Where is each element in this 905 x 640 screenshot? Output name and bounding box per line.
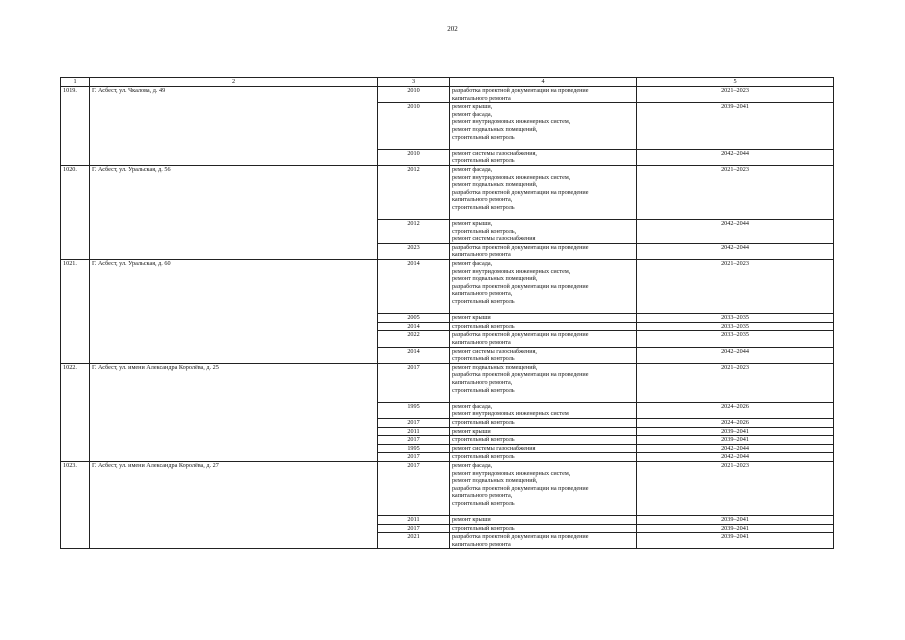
last-repair-year: 2017: [378, 363, 450, 402]
works-list: [450, 314, 637, 323]
last-repair-year: 2014: [378, 322, 450, 331]
work-item: строительный контроль: [452, 386, 515, 394]
work-item: строительный контроль: [452, 436, 515, 444]
planned-period: 2033–2035: [637, 314, 834, 323]
work-item: капитального ремонта,: [452, 196, 513, 204]
planned-period: 2042–2044: [637, 444, 834, 453]
last-repair-year: 2010: [378, 87, 450, 103]
work-item: ремонт внутридомовых инженерных систем,: [452, 173, 571, 181]
work-item: строительный контроль: [452, 157, 515, 165]
planned-period: 2039–2041: [637, 436, 834, 445]
work-item: капитального ремонта: [452, 339, 511, 346]
work-item: ремонт внутридомовых инженерных систем,: [452, 267, 571, 275]
repair-schedule-table: [60, 77, 834, 549]
works-list: [450, 149, 637, 165]
works-list: [450, 402, 637, 418]
work-item: ремонт фасада,: [452, 165, 493, 173]
last-repair-year: 2005: [378, 314, 450, 323]
building-address: Г. Асбест, ул. Уральская, д. 56: [90, 165, 378, 259]
planned-period: 2039–2041: [637, 533, 834, 549]
page-number: 202: [447, 25, 458, 33]
work-item: строительный контроль: [452, 524, 515, 532]
work-item: ремонт подвальных помещений,: [452, 363, 538, 371]
work-item: строительный контроль: [452, 418, 515, 426]
work-item: ремонт подвальных помещений,: [452, 125, 538, 133]
planned-period: 2021–2023: [637, 363, 834, 402]
work-item: [452, 141, 634, 149]
work-item: ремонт фасада,: [452, 402, 493, 410]
works-list: [450, 322, 637, 331]
planned-period: 2021–2023: [637, 461, 834, 515]
planned-period: 2039–2041: [637, 103, 834, 150]
last-repair-year: 1995: [378, 444, 450, 453]
work-item: капитального ремонта,: [452, 290, 513, 298]
last-repair-year: 2011: [378, 427, 450, 436]
works-list: [450, 436, 637, 445]
table-row: [61, 87, 834, 103]
work-item: разработка проектной документации на проведение: [452, 282, 589, 290]
works-list: [450, 103, 637, 150]
works-list: [450, 461, 637, 515]
last-repair-year: 2010: [378, 103, 450, 150]
work-item: разработка проектной документации на проведение: [452, 188, 589, 196]
planned-period: 2039–2041: [637, 524, 834, 533]
work-item: [452, 394, 634, 402]
table-row: [61, 165, 834, 219]
header-col-5: 5: [637, 78, 834, 87]
building-number: 1023.: [61, 461, 90, 549]
last-repair-year: 2012: [378, 165, 450, 219]
last-repair-year: 2017: [378, 524, 450, 533]
last-repair-year: 2017: [378, 461, 450, 515]
work-item: капитального ремонта: [452, 251, 511, 259]
works-list: [450, 331, 637, 347]
works-list: [450, 220, 637, 244]
works-list: [450, 87, 637, 103]
header-col-2: 2: [90, 78, 378, 87]
planned-period: 2024–2026: [637, 402, 834, 418]
work-item: ремонт подвальных помещений,: [452, 181, 538, 189]
work-item: ремонт фасада,: [452, 260, 493, 268]
work-item: строительный контроль: [452, 355, 515, 363]
work-item: ремонт системы газоснабжения: [452, 235, 536, 243]
last-repair-year: 2014: [378, 260, 450, 314]
work-item: разработка проектной документации на проведение: [452, 533, 589, 541]
work-item: разработка проектной документации на проведение: [452, 484, 589, 492]
work-item: ремонт крыши: [452, 516, 491, 524]
work-item: [452, 212, 634, 220]
work-item: строительный контроль,: [452, 227, 517, 235]
last-repair-year: 1995: [378, 402, 450, 418]
work-item: строительный контроль: [452, 453, 515, 461]
work-item: разработка проектной документации на проведение: [452, 331, 589, 339]
work-item: разработка проектной документации на проведение: [452, 87, 589, 94]
last-repair-year: 2017: [378, 418, 450, 427]
last-repair-year: 2023: [378, 243, 450, 259]
header-col-4: 4: [450, 78, 637, 87]
work-item: ремонт внутридомовых инженерных систем,: [452, 118, 571, 126]
work-item: ремонт фасада,: [452, 110, 493, 118]
header-col-3: 3: [378, 78, 450, 87]
works-list: [450, 427, 637, 436]
work-item: ремонт подвальных помещений,: [452, 275, 538, 283]
planned-period: 2021–2023: [637, 260, 834, 314]
work-item: ремонт внутридомовых инженерных систем: [452, 410, 569, 418]
works-list: [450, 533, 637, 549]
planned-period: 2042–2044: [637, 453, 834, 462]
last-repair-year: 2011: [378, 516, 450, 525]
table-row: [61, 260, 834, 314]
planned-period: 2021–2023: [637, 165, 834, 219]
building-number: 1021.: [61, 260, 90, 364]
work-item: ремонт крыши,: [452, 103, 493, 111]
works-list: [450, 418, 637, 427]
building-address: Г. Асбест, ул. Чкалова, д. 49: [90, 87, 378, 166]
planned-period: 2042–2044: [637, 243, 834, 259]
works-list: [450, 516, 637, 525]
building-address: Г. Асбест, ул. Уральская, д. 60: [90, 260, 378, 364]
work-item: ремонт внутридомовых инженерных систем,: [452, 469, 571, 477]
last-repair-year: 2022: [378, 331, 450, 347]
work-item: ремонт крыши,: [452, 220, 493, 228]
planned-period: 2039–2041: [637, 516, 834, 525]
work-item: ремонт подвальных помещений,: [452, 477, 538, 485]
building-number: 1020.: [61, 165, 90, 259]
work-item: капитального ремонта: [452, 540, 511, 548]
work-item: ремонт системы газоснабжения,: [452, 149, 537, 157]
planned-period: 2042–2044: [637, 220, 834, 244]
work-item: капитального ремонта,: [452, 492, 513, 500]
planned-period: 2042–2044: [637, 149, 834, 165]
work-item: ремонт крыши: [452, 427, 491, 435]
works-list: [450, 243, 637, 259]
work-item: [452, 306, 634, 314]
planned-period: 2033–2035: [637, 322, 834, 331]
building-address: Г. Асбест, ул. имени Александра Королёва, д. 25: [90, 363, 378, 461]
work-item: разработка проектной документации на проведение: [452, 371, 589, 379]
works-list: [450, 165, 637, 219]
work-item: капитального ремонта,: [452, 378, 513, 386]
work-item: ремонт системы газоснабжения: [452, 444, 536, 452]
last-repair-year: 2012: [378, 220, 450, 244]
table-row: [61, 461, 834, 515]
building-address: Г. Асбест, ул. имени Александра Королёва, д. 27: [90, 461, 378, 549]
work-item: ремонт системы газоснабжения,: [452, 347, 537, 355]
work-item: ремонт крыши: [452, 314, 491, 322]
works-list: [450, 347, 637, 363]
building-number: 1019.: [61, 87, 90, 166]
last-repair-year: 2017: [378, 436, 450, 445]
works-list: [450, 524, 637, 533]
table-row: [61, 363, 834, 402]
work-item: строительный контроль: [452, 203, 515, 211]
table-body: [61, 87, 834, 549]
work-item: строительный контроль: [452, 499, 515, 507]
work-item: строительный контроль: [452, 322, 515, 330]
planned-period: 2042–2044: [637, 347, 834, 363]
works-list: [450, 444, 637, 453]
last-repair-year: 2010: [378, 149, 450, 165]
work-item: ремонт фасада,: [452, 461, 493, 469]
header-col-1: 1: [61, 78, 90, 87]
works-list: [450, 260, 637, 314]
work-item: строительный контроль: [452, 298, 515, 306]
last-repair-year: 2021: [378, 533, 450, 549]
work-item: строительный контроль: [452, 133, 515, 141]
last-repair-year: 2014: [378, 347, 450, 363]
last-repair-year: 2017: [378, 453, 450, 462]
header-row: [61, 78, 834, 87]
building-number: 1022.: [61, 363, 90, 461]
planned-period: 2024–2026: [637, 418, 834, 427]
works-list: [450, 363, 637, 402]
planned-period: 2033–2035: [637, 331, 834, 347]
work-item: [452, 507, 634, 515]
works-list: [450, 453, 637, 462]
planned-period: 2021–2023: [637, 87, 834, 103]
work-item: капитального ремонта: [452, 94, 511, 102]
planned-period: 2039–2041: [637, 427, 834, 436]
work-item: разработка проектной документации на проведение: [452, 243, 589, 251]
